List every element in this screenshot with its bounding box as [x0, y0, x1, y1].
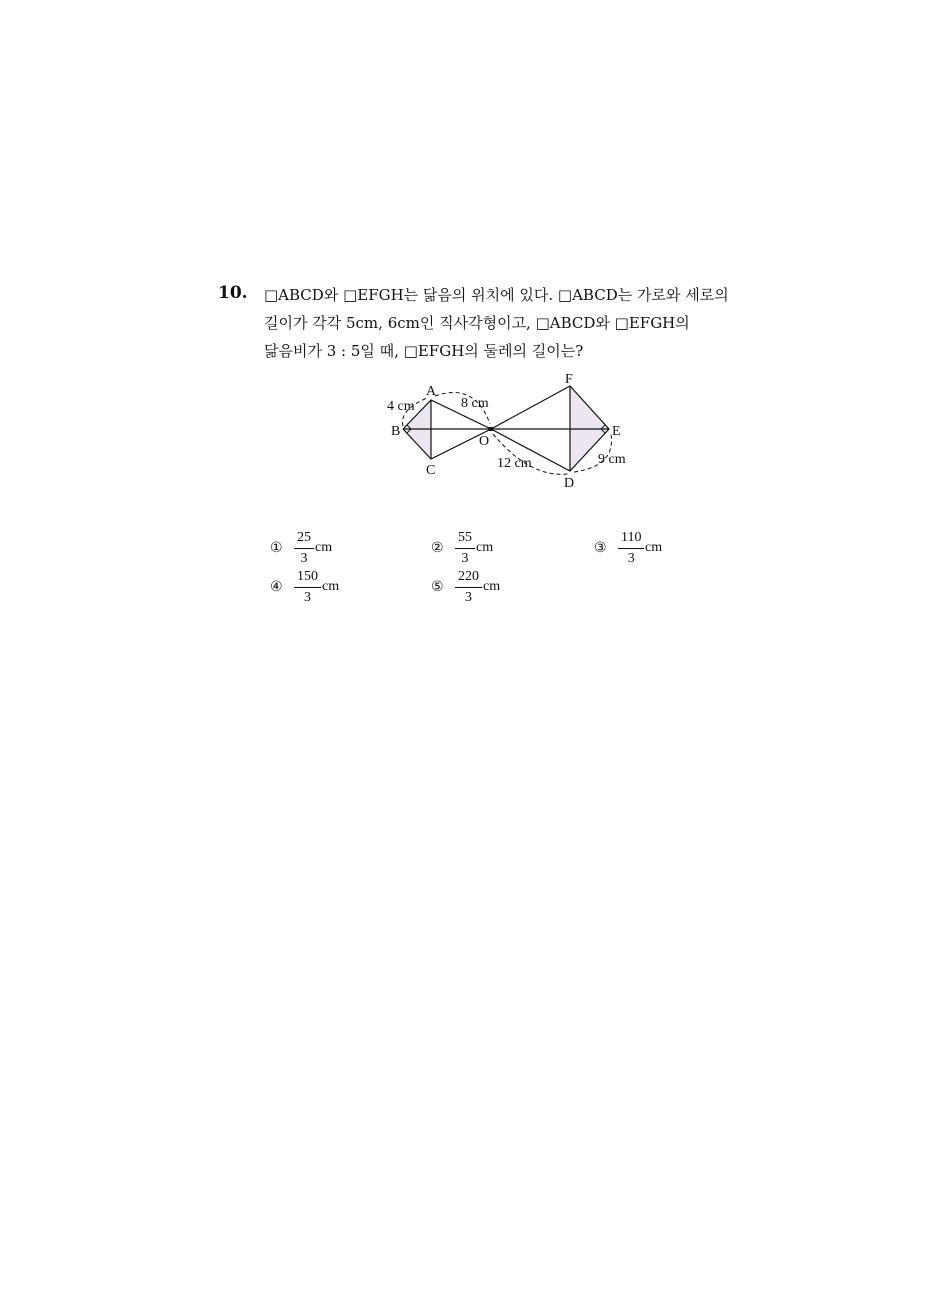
- choice-fraction: [294, 530, 314, 567]
- geometry-figure: [380, 368, 640, 493]
- label-b: B: [391, 424, 401, 439]
- choice-unit: cm: [645, 540, 663, 555]
- fraction-numerator: 55: [455, 530, 475, 549]
- label-d: D: [564, 476, 575, 491]
- label-c: C: [426, 463, 436, 478]
- choice-fraction: [455, 569, 482, 606]
- label-a: A: [426, 384, 437, 399]
- question-text-line-2: 길이가 각각 5cm, 6cm인 직사각형이고, □ABCD와 □EFGH의: [264, 314, 690, 332]
- choice-unit: cm: [315, 540, 333, 555]
- choice-fraction: [455, 530, 475, 567]
- choice-mark: ③: [594, 540, 607, 556]
- choice-unit: cm: [322, 579, 340, 594]
- question-text-line-3: 닮음비가 3 : 5일 때, □EFGH의 둘레의 길이는?: [264, 342, 584, 360]
- choice-unit: cm: [476, 540, 494, 555]
- choice-mark: ⑤: [431, 579, 444, 595]
- choice-mark: ②: [431, 540, 444, 556]
- choice-fraction: [294, 569, 321, 606]
- fraction-numerator: 25: [294, 530, 314, 549]
- choice-mark: ①: [270, 540, 283, 556]
- label-o: O: [479, 434, 490, 449]
- choice-fraction: [618, 530, 644, 567]
- length-ao: 8 cm: [461, 396, 489, 411]
- length-ab: 4 cm: [387, 399, 415, 414]
- fraction-numerator: 110: [618, 530, 644, 549]
- choice-unit: cm: [483, 579, 501, 594]
- fraction-denominator: 3: [304, 590, 311, 605]
- fraction-numerator: 220: [455, 569, 482, 588]
- choice-mark: ④: [270, 579, 283, 595]
- fraction-denominator: 3: [461, 551, 469, 566]
- fraction-numerator: 150: [294, 569, 321, 588]
- length-de: 9 cm: [598, 452, 626, 467]
- question-number: 10.: [218, 283, 248, 303]
- point-o-marker: [489, 427, 493, 431]
- fraction-denominator: 3: [627, 551, 635, 566]
- fraction-denominator: 3: [300, 551, 308, 566]
- length-od: 12 cm: [497, 456, 532, 471]
- label-f: F: [565, 372, 573, 387]
- question-text-line-1: □ABCD와 □EFGH는 닮음의 위치에 있다. □ABCD는 가로와 세로의: [264, 286, 729, 304]
- label-e: E: [612, 424, 621, 439]
- fraction-denominator: 3: [465, 590, 472, 605]
